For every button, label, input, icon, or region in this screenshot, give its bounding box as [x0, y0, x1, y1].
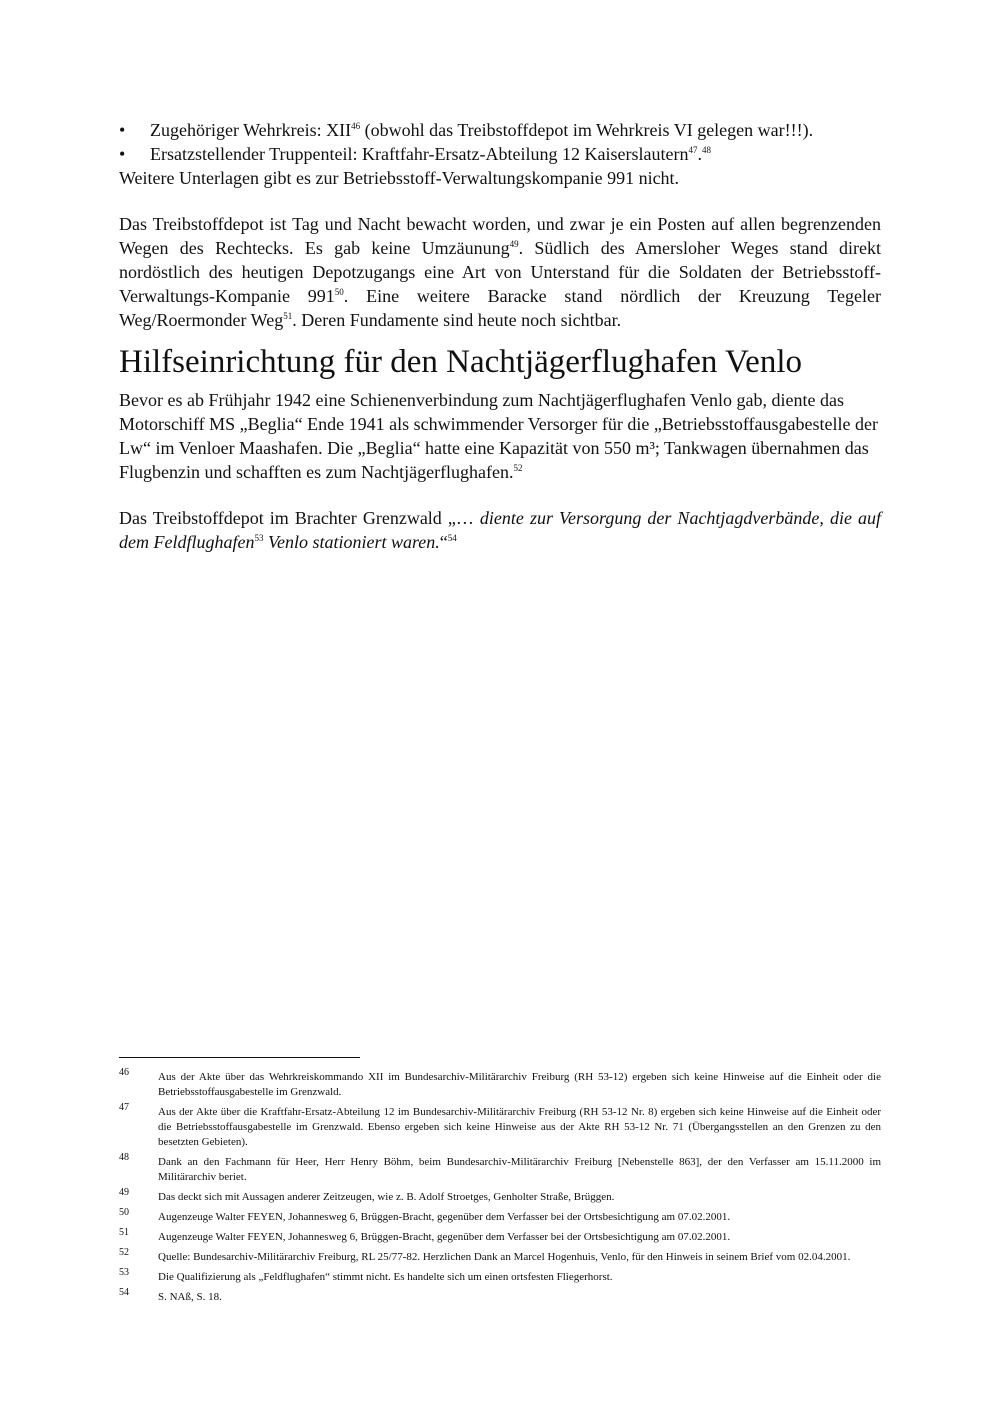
footnote-ref[interactable]: 51	[283, 311, 293, 321]
bullet-item	[119, 118, 881, 142]
footnote-number: 53	[119, 1267, 129, 1278]
footnote-ref[interactable]: 49	[509, 239, 519, 249]
paragraph-text: . Deren Fundamente sind heute noch sichtbar.	[292, 310, 622, 330]
quote-text: diente zur Versorgung der Nachtjagdverbände, die auf dem Feldflughafen	[119, 508, 882, 552]
footnote-number: 47	[119, 1102, 129, 1113]
footnote-divider	[119, 1057, 360, 1058]
footnote-number: 51	[119, 1227, 129, 1238]
bullet-list	[119, 118, 881, 166]
bullet-text: .	[697, 144, 702, 164]
footnote-number: 48	[119, 1152, 129, 1163]
footnotes	[119, 1066, 881, 1306]
quote-text: Venlo stationiert waren.	[263, 532, 440, 552]
paragraph: Weitere Unterlagen gibt es zur Betriebsstoff-Verwaltungskompanie 991 nicht.	[119, 168, 680, 188]
paragraph-text: “	[439, 532, 448, 552]
paragraph	[119, 212, 881, 332]
footnote-text: Aus der Akte über das Wehrkreiskommando XII im Bundesarchiv-Militärarchiv Freiburg (RH 53-12) ergeben sich keine Hinweise auf die Einheit oder die Betriebsstoffausgabestelle im Grenzwald.	[158, 1071, 881, 1098]
footnote-ref[interactable]: 54	[447, 533, 457, 543]
footnote-number: 46	[119, 1067, 129, 1078]
footnote-ref[interactable]: 47	[688, 145, 698, 155]
paragraph-text: Das Treibstoffdepot ist Tag und Nacht bewacht worden, und zwar je ein Posten auf allen begrenzenden Wegen des Rechtecks. Es gab keine Umzäunung	[119, 214, 881, 258]
footnote-text: Die Qualifizierung als „Feldflughafen“ stimmt nicht. Es handelte sich um einen ortsfesten Fliegerhorst.	[158, 1271, 613, 1283]
footnote	[119, 1151, 881, 1185]
footnote	[119, 1066, 881, 1100]
footnote-text: Das deckt sich mit Aussagen anderer Zeitzeugen, wie z. B. Adolf Stroetges, Genholter Straße, Brüggen.	[158, 1191, 615, 1203]
footnote-number: 49	[119, 1187, 129, 1198]
footnote-text: Augenzeuge Walter FEYEN, Johannesweg 6, Brüggen-Bracht, gegenüber dem Verfasser bei der Ortsbesichtigung am 07.02.2001.	[158, 1231, 731, 1243]
paragraph	[119, 388, 881, 484]
page-body	[119, 118, 881, 554]
footnote-ref[interactable]: 48	[701, 145, 711, 155]
paragraph-text: Bevor es ab Frühjahr 1942 eine Schienenverbindung zum Nachtjägerflughafen Venlo gab, diente das Motorschiff MS „Beglia“ Ende 1941 als schwimmender Versorger für die „Betriebsstoffausgabestelle der Lw“ im Venloer Maashafen. Die „Beglia“ hatte eine Kapazität von 550 m³; Tankwagen übernahmen das Flugbenzin und schafften es zum Nachtjägerflughafen.	[119, 390, 878, 482]
bullet-text: (obwohl das Treibstoffdepot im Wehrkreis VI gelegen war!!!).	[360, 120, 814, 140]
footnote-ref[interactable]: 46	[351, 121, 361, 131]
footnote-text: S. NAß, S. 18.	[158, 1291, 222, 1303]
bullet-text: Zugehöriger Wehrkreis: XII	[150, 120, 352, 140]
footnote-number: 54	[119, 1287, 129, 1298]
footnote	[119, 1286, 881, 1305]
footnote	[119, 1246, 881, 1265]
footnote-number: 50	[119, 1207, 129, 1218]
footnote-number: 52	[119, 1247, 129, 1258]
footnote-ref[interactable]: 53	[254, 533, 264, 543]
footnote-text: Dank an den Fachmann für Heer, Herr Henry Böhm, beim Bundesarchiv-Militärarchiv Freiburg [Nebenstelle 863], der den Verfasser am 15.11.2000 im Militärarchiv beriet.	[158, 1156, 881, 1183]
bullet-icon: •	[119, 120, 126, 140]
footnote	[119, 1206, 881, 1225]
paragraph	[119, 506, 881, 554]
bullet-item	[119, 142, 881, 166]
paragraph-text: . Südlich des Amersloher Weges stand direkt nordöstlich des heutigen Depotzugangs eine Art von Unterstand für die Soldaten der Betriebsstoff-Verwaltungs-Kompanie 991	[119, 238, 881, 306]
paragraph-text: . Eine weitere Baracke stand nördlich der Kreuzung Tegeler Weg/Roermonder Weg	[119, 286, 881, 330]
paragraph-text: Das Treibstoffdepot im Brachter Grenzwald „…	[119, 508, 480, 528]
footnote-text: Aus der Akte über die Kraftfahr-Ersatz-Abteilung 12 im Bundesarchiv-Militärarchiv Freiburg (RH 53-12 Nr. 8) ergeben sich keine Hinweise auf die Einheit oder die Betriebsstoffausgabestelle im Grenzwald. Ebenso ergeben sich keine Hinweise aus der Akte RH 53-12 Nr. 71 (Übergangsstellen an den Grenzen zu den besetzten Gebieten).	[158, 1106, 881, 1148]
bullet-icon: •	[119, 144, 126, 164]
footnote	[119, 1186, 881, 1205]
section-heading: Hilfseinrichtung für den Nachtjägerflughafen Venlo	[119, 344, 802, 380]
footnote	[119, 1101, 881, 1150]
footnote-text: Augenzeuge Walter FEYEN, Johannesweg 6, Brüggen-Bracht, gegenüber dem Verfasser bei der Ortsbesichtigung am 07.02.2001.	[158, 1211, 731, 1223]
footnote	[119, 1266, 881, 1285]
footnote-ref[interactable]: 52	[513, 463, 523, 473]
footnote-ref[interactable]: 50	[334, 287, 344, 297]
footnote	[119, 1226, 881, 1245]
bullet-text: Ersatzstellender Truppenteil: Kraftfahr-Ersatz-Abteilung 12 Kaiserslautern	[150, 144, 689, 164]
footnote-text: Quelle: Bundesarchiv-Militärarchiv Freiburg, RL 25/77-82. Herzlichen Dank an Marcel Hogenhuis, Venlo, für den Hinweis in seinem Brief vom 02.04.2001.	[158, 1251, 851, 1263]
